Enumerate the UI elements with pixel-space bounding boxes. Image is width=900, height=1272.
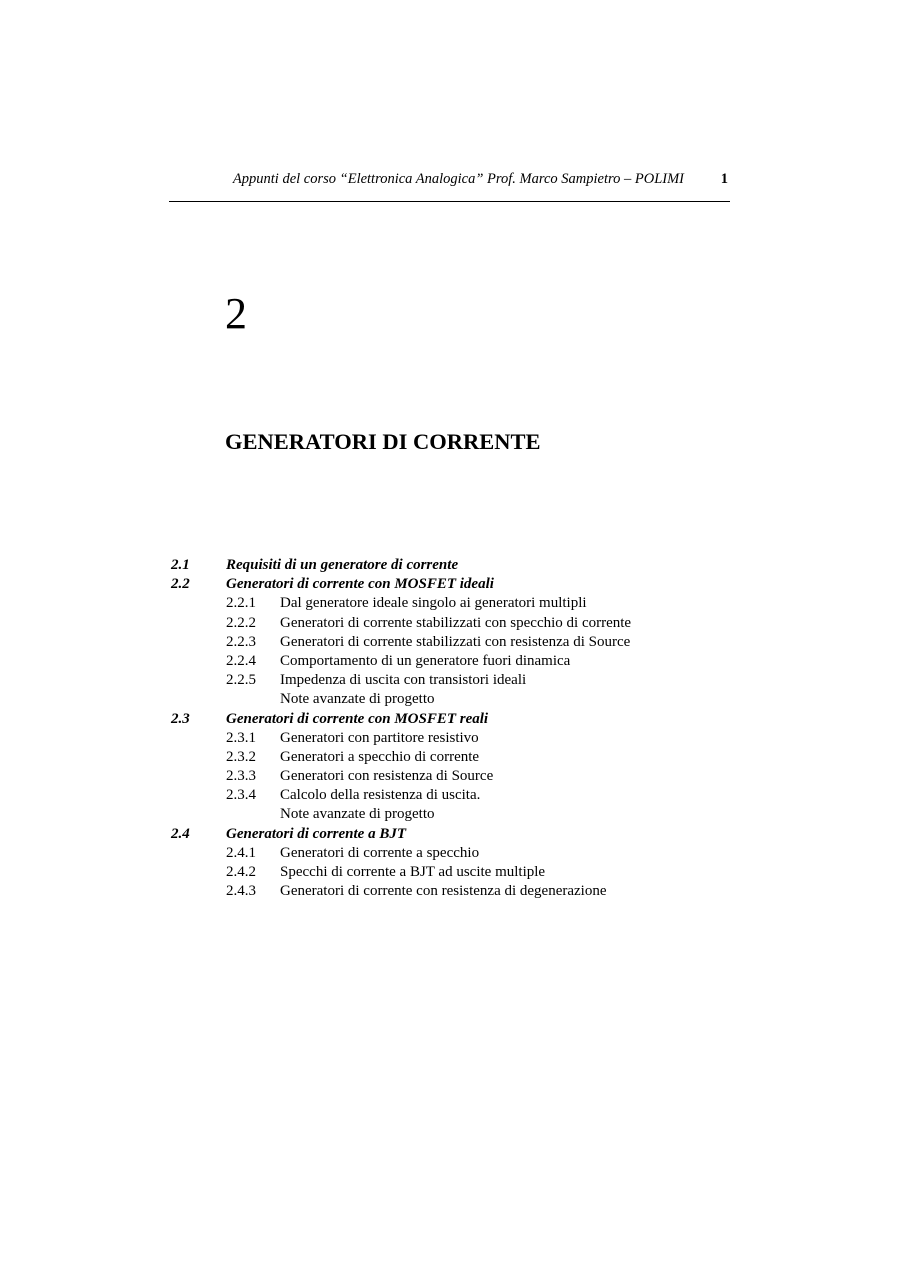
toc-entry-number: 2.1 <box>171 557 190 573</box>
toc-subsection-entry <box>0 594 900 613</box>
toc-entry-title: Requisiti di un generatore di corrente <box>226 557 459 573</box>
toc-subsection-entry <box>0 805 900 824</box>
toc-subsection-entry <box>0 748 900 767</box>
toc-subsection-entry <box>0 729 900 748</box>
toc-entry-title: Generatori di corrente stabilizzati con specchio di corrente <box>280 614 632 631</box>
toc-entry-title: Generatori con resistenza di Source <box>280 768 494 785</box>
toc-entry-title: Note avanzate di progetto <box>280 691 435 708</box>
toc-entry-number: 2.3.2 <box>226 748 256 765</box>
toc-entry-title: Comportamento di un generatore fuori dinamica <box>280 652 571 669</box>
toc-entry-number: 2.2.1 <box>226 595 256 612</box>
toc-entry-number: 2.4 <box>171 825 190 842</box>
toc-entry-number: 2.3.1 <box>226 729 256 746</box>
toc-entry-title: Specchi di corrente a BJT ad uscite multiple <box>280 864 546 880</box>
toc-section-entry <box>0 575 900 594</box>
toc-entry-title: Generatori di corrente stabilizzati con resistenza di Source <box>280 633 631 650</box>
toc-entry-number: 2.2.3 <box>226 633 256 650</box>
toc-entry-number: 2.3.3 <box>226 768 256 785</box>
toc-entry-title: Generatori a specchio di corrente <box>280 748 480 765</box>
toc-entry-title: Calcolo della resistenza di uscita. <box>280 787 481 804</box>
toc-entry-title: Generatori di corrente con resistenza di degenerazione <box>280 883 607 900</box>
table-of-contents <box>0 556 900 901</box>
toc-entry-number: 2.2.5 <box>226 672 256 689</box>
toc-subsection-entry <box>0 882 900 901</box>
toc-subsection-entry <box>0 671 900 690</box>
toc-section-entry <box>0 710 900 729</box>
chapter-title: GENERATORI DI CORRENTE <box>225 429 541 454</box>
running-header <box>169 171 730 202</box>
toc-entry-title: Note avanzate di progetto <box>280 806 435 823</box>
toc-section-entry <box>0 825 900 844</box>
toc-subsection-entry <box>0 614 900 633</box>
toc-entry-title: Dal generatore ideale singolo ai generatori multipli <box>280 595 587 612</box>
toc-entry-number: 2.3.4 <box>226 787 256 804</box>
toc-subsection-entry <box>0 690 900 709</box>
toc-entry-number: 2.2 <box>171 576 190 593</box>
toc-entry-title: Generatori con partitore resistivo <box>280 729 479 746</box>
toc-entry-title: Generatori di corrente con MOSFET reali <box>226 710 489 727</box>
toc-entry-number: 2.2.4 <box>226 652 256 669</box>
toc-entry-number: 2.4.3 <box>226 883 256 900</box>
toc-subsection-entry <box>0 786 900 805</box>
running-header-title: Appunti del corso “Elettronica Analogica” Prof. Marco Sampietro – POLIMI <box>232 171 684 187</box>
toc-section-entry <box>0 556 900 575</box>
toc-entry-number: 2.2.2 <box>226 614 256 631</box>
page-number: 1 <box>720 171 728 187</box>
toc-entry-title: Generatori di corrente a specchio <box>280 844 480 861</box>
toc-entry-title: Generatori di corrente a BJT <box>226 825 406 842</box>
toc-subsection-entry <box>0 767 900 786</box>
toc-subsection-entry <box>0 863 900 882</box>
toc-entry-number: 2.4.2 <box>226 864 256 880</box>
chapter-number: 2 <box>225 289 247 338</box>
toc-subsection-entry <box>0 652 900 671</box>
toc-subsection-entry <box>0 633 900 652</box>
toc-entry-number: 2.3 <box>171 710 190 727</box>
toc-entry-number: 2.4.1 <box>226 844 256 861</box>
toc-entry-title: Generatori di corrente con MOSFET ideali <box>226 576 494 593</box>
toc-subsection-entry <box>0 844 900 863</box>
toc-entry-title: Impedenza di uscita con transistori ideali <box>280 672 527 689</box>
